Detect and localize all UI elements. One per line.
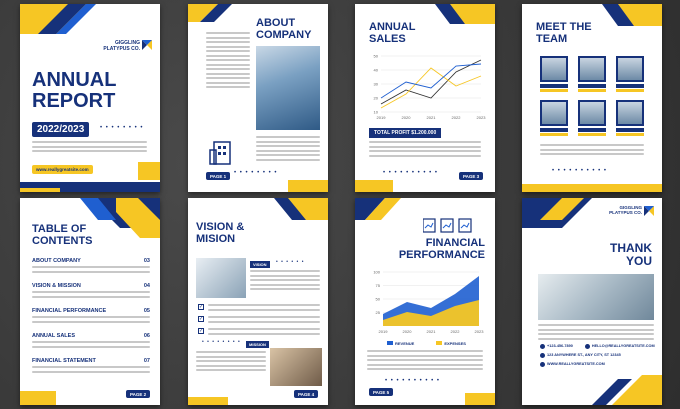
website-badge[interactable]: www.reallygreatsite.com bbox=[32, 165, 93, 174]
thanks-title-line1: THANK bbox=[610, 241, 652, 255]
x-tick-label: 2019 bbox=[378, 329, 388, 334]
toc-item[interactable]: FINANCIAL STATEMENT 07 bbox=[32, 358, 150, 364]
cover-page bbox=[20, 4, 160, 192]
cover-header-shapes bbox=[20, 4, 160, 64]
sales-body-text bbox=[369, 141, 481, 159]
footer-accent bbox=[20, 188, 60, 192]
x-tick-label: 2019 bbox=[376, 115, 386, 120]
toc-page-number: PAGE 2 bbox=[126, 390, 150, 398]
total-profit-badge: TOTAL PROFIT $1.200.000 bbox=[369, 128, 441, 138]
team-title-line2: TEAM bbox=[536, 32, 568, 45]
y-tick-label: 40 bbox=[373, 67, 378, 73]
team-body-text bbox=[540, 144, 644, 158]
team-member-role bbox=[540, 89, 568, 92]
vision-text bbox=[250, 270, 320, 293]
phone-icon bbox=[540, 344, 545, 349]
contact-phone[interactable]: +123-456-7890 HELLO@REALLYGREATSITE.COM bbox=[540, 342, 658, 351]
team-member-name bbox=[578, 84, 606, 88]
corner-yellow bbox=[20, 391, 56, 405]
toc-item[interactable]: VISION & MISSION 04 bbox=[32, 283, 150, 289]
y-tick-label: 100 bbox=[373, 269, 380, 275]
checkbox-icon: ✓ bbox=[199, 304, 204, 310]
team-photo bbox=[270, 348, 322, 386]
globe-icon bbox=[540, 362, 545, 367]
team-member-name bbox=[578, 128, 606, 132]
about-title-line2: COMPANY bbox=[256, 28, 312, 41]
team-title-line1: MEET THE bbox=[536, 21, 592, 33]
team-page bbox=[522, 4, 662, 192]
thanks-company-line2: PLATYPUS CO. bbox=[609, 209, 642, 215]
x-tick-label: 2020 bbox=[402, 329, 412, 334]
x-tick-label: 2023 bbox=[474, 329, 484, 334]
dot-row: • • • • • • • • • • bbox=[552, 168, 608, 174]
vision-tag: VISION bbox=[250, 261, 270, 268]
team-member-photo bbox=[616, 56, 644, 82]
x-tick-label: 2020 bbox=[401, 115, 411, 120]
sales-page bbox=[355, 4, 495, 192]
year-range-badge: 2022/2023 bbox=[32, 122, 89, 137]
financial-title-line1: FINANCIAL bbox=[425, 237, 485, 249]
about-page bbox=[188, 4, 328, 192]
y-tick-label: 75 bbox=[375, 283, 380, 288]
team-member-photo bbox=[540, 56, 568, 82]
sales-title-line2: SALES bbox=[369, 32, 406, 45]
team-member-role bbox=[578, 89, 606, 92]
cover-title-line2: REPORT bbox=[32, 90, 116, 112]
legend-revenue: REVENUE bbox=[387, 341, 414, 346]
x-tick-label: 2022 bbox=[450, 329, 460, 334]
series-line bbox=[381, 64, 481, 98]
y-tick-label: 25 bbox=[375, 310, 380, 315]
corner-yellow bbox=[465, 393, 495, 405]
handshake-photo bbox=[196, 258, 246, 298]
sales-line-chart bbox=[367, 52, 487, 124]
y-tick-label: 20 bbox=[373, 95, 378, 101]
checkbox-icon: ✓ bbox=[199, 316, 204, 322]
toc-page bbox=[20, 198, 160, 405]
team-member-role bbox=[578, 133, 606, 136]
team-member-photo bbox=[616, 100, 644, 126]
thanks-body-text bbox=[538, 324, 654, 342]
corner-yellow bbox=[288, 180, 328, 192]
vision-title-line2: MISION bbox=[196, 232, 236, 245]
thanks-company-line1: GIGGLING bbox=[619, 205, 642, 210]
toc-title-line1: TABLE OF bbox=[32, 223, 87, 235]
about-text-col bbox=[206, 32, 250, 91]
about-title-line1: ABOUT bbox=[256, 17, 296, 29]
company-logo-icon bbox=[142, 40, 152, 50]
contact-website[interactable]: WWW.REALLYGREATSITE.COM bbox=[540, 360, 658, 369]
x-tick-label: 2021 bbox=[426, 329, 436, 334]
financial-page bbox=[355, 198, 495, 405]
location-icon bbox=[540, 353, 545, 358]
vision-page: VISION & MISION VISION • • • • • • ✓ ✓ ✓ MISSION • • • • • • • • PAGE 4 bbox=[188, 198, 328, 405]
corner-yellow bbox=[355, 180, 393, 192]
corner-yellow bbox=[138, 162, 160, 180]
team-member-role bbox=[616, 89, 644, 92]
thanks-footer-shapes bbox=[522, 375, 662, 405]
vision-page-number: PAGE 4 bbox=[294, 390, 318, 398]
financial-body-text bbox=[367, 350, 483, 373]
x-tick-label: 2022 bbox=[451, 115, 461, 120]
cover-body-text bbox=[32, 141, 147, 155]
footer-accent bbox=[188, 397, 228, 405]
team-member-name bbox=[540, 84, 568, 88]
mission-text bbox=[196, 351, 266, 374]
toc-title-line2: CONTENTS bbox=[32, 234, 93, 247]
cover-title-line1: ANNUAL bbox=[32, 69, 117, 91]
building-photo bbox=[256, 46, 320, 130]
about-page-number: PAGE 1 bbox=[206, 172, 230, 180]
thanks-title-line2: YOU bbox=[625, 253, 652, 268]
x-tick-label: 2021 bbox=[426, 115, 436, 120]
mission-tag: MISSION bbox=[246, 341, 269, 348]
y-tick-label: 50 bbox=[373, 53, 378, 59]
checkbox-icon: ✓ bbox=[199, 328, 204, 334]
y-tick-label: 50 bbox=[375, 296, 380, 302]
y-tick-label: 30 bbox=[373, 81, 378, 87]
footer-bar bbox=[522, 184, 662, 192]
team-member-name bbox=[540, 128, 568, 132]
team-member-photo bbox=[540, 100, 568, 126]
team-member-name bbox=[616, 84, 644, 88]
contact-email: HELLO@REALLYGREATSITE.COM bbox=[585, 342, 655, 351]
dot-row: • • • • • • • • • • bbox=[383, 170, 439, 176]
thanks-page bbox=[522, 198, 662, 405]
toc-item[interactable]: FINANCIAL PERFORMANCE 05 bbox=[32, 308, 150, 314]
team-member-role bbox=[540, 133, 568, 136]
financial-page-number: PAGE 5 bbox=[369, 388, 393, 396]
dot-row: • • • • • • • • bbox=[100, 125, 144, 131]
email-icon bbox=[585, 344, 590, 349]
sales-title-line1: ANNUAL bbox=[369, 21, 416, 33]
cover-company-line1: GIGGLING bbox=[115, 40, 140, 46]
document-icons bbox=[423, 218, 483, 234]
y-tick-label: 10 bbox=[373, 109, 378, 115]
team-member-photo bbox=[578, 100, 606, 126]
vision-title-line1: VISION & bbox=[196, 221, 245, 233]
legend-expenses: EXPENSES bbox=[436, 341, 466, 346]
building-icon bbox=[208, 136, 238, 166]
cover-company-line2: PLATYPUS CO. bbox=[103, 45, 140, 52]
laptop-photo bbox=[538, 274, 654, 320]
x-tick-label: 2023 bbox=[476, 115, 486, 120]
toc-item[interactable]: ABOUT COMPANY 03 bbox=[32, 258, 150, 264]
team-member-photo bbox=[578, 56, 606, 82]
about-text-col2 bbox=[256, 136, 320, 163]
dot-row: • • • • • • • • • • bbox=[385, 378, 441, 384]
financial-title-line2: PERFORMANCE bbox=[398, 248, 485, 261]
dot-row: • • • • • • • • bbox=[234, 170, 278, 176]
performance-area-chart bbox=[367, 268, 485, 338]
company-logo-icon bbox=[644, 206, 654, 216]
toc-item[interactable]: ANNUAL SALES 06 bbox=[32, 333, 150, 339]
team-member-name bbox=[616, 128, 644, 132]
contact-address[interactable]: 123 ANYWHERE ST., ANY CITY, ST 12345 bbox=[540, 351, 658, 360]
team-member-role bbox=[616, 133, 644, 136]
sales-page-number: PAGE 3 bbox=[459, 172, 483, 180]
